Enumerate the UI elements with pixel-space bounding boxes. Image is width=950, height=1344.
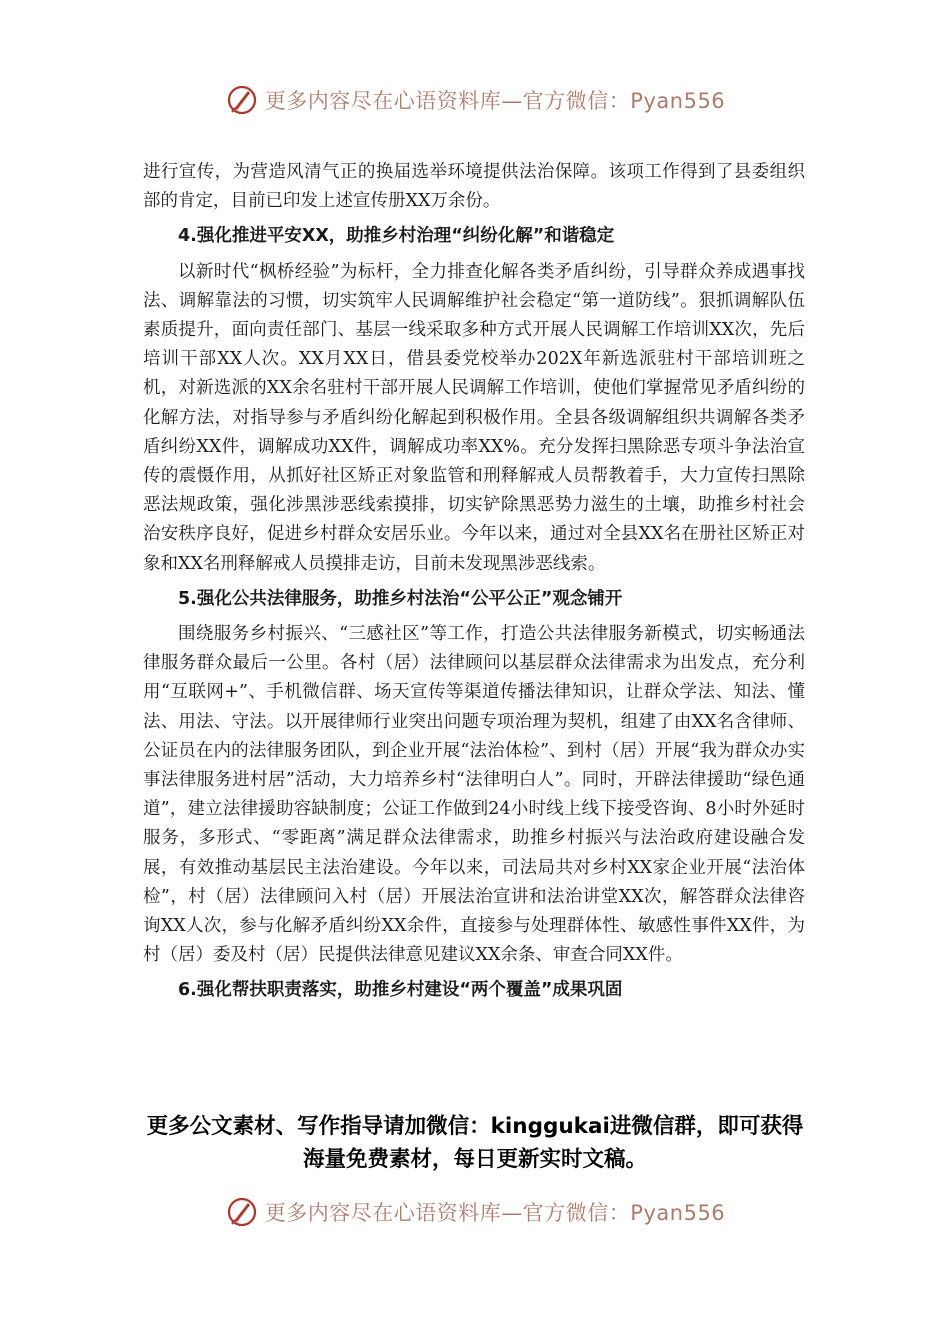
document-body — [143, 158, 805, 1006]
paragraph-section-5: 围绕服务乡村振兴、“三感社区”等工作，打造公共法律服务新模式，切实畅通法律服务群众最后一公里。各村（居）法律顾问以基层群众法律需求为出发点，充分利用“互联网+”、手机微信群、场天宣传等渠道传播法律知识，让群众学法、知法、懂法、用法、守法。以开展律师行业突出问题专项治理为契机，组建了由XX名含律师、公证员在内的法律服务团队，到企业开展“法治体检”、到村（居）开展“我为群众办实事法律服务进村居”活动，大力培养乡村“法律明白人”。同时，开辟法律援助“绿色通道”，建立法律援助容缺制度；公证工作做到24小时线上线下接受咨询、8小时外延时服务，多形式、“零距离”满足群众法律需求，助推乡村振兴与法治政府建设融合发展，有效推动基层民主法治建设。今年以来，司法局共对乡村XX家企业开展“法治体检”，村（居）法律顾问入村（居）开展法治宣讲和法治讲堂XX次，解答群众法律咨询XX人次，参与化解矛盾纠纷XX余件，直接参与处理群体性、敏感性事件XX件，为村（居）委及村（居）民提供法律意见建议XX余条、审查合同XX件。 — [143, 624, 805, 966]
paragraph-continuation: 进行宣传，为营造风清气正的换届选举环境提供法治保障。该项工作得到了县委组织部的肯定，目前已印发上述宣传册XX万余份。 — [143, 162, 805, 212]
promo-text: 更多公文素材、写作指导请加微信：kinggukai进微信群，即可获得海量免费素材，每日更新实时文稿。 — [146, 1114, 804, 1172]
quill-logo-icon — [225, 1195, 259, 1229]
header-banner-text: 更多内容尽在心语资料库—官方微信：Pyan556 — [264, 89, 726, 113]
section-heading-6: 6.强化帮扶职责落实，助推乡村建设“两个覆盖”成果巩固 — [178, 980, 623, 1001]
section-heading-4: 4.强化推进平安XX，助推乡村治理“纠纷化解”和谐稳定 — [178, 226, 615, 247]
section-heading-5: 5.强化公共法律服务，助推乡村法治“公平公正”观念铺开 — [178, 588, 623, 609]
quill-logo-icon — [225, 83, 259, 117]
footer-banner-text: 更多内容尽在心语资料库—官方微信：Pyan556 — [264, 1201, 726, 1225]
header-banner — [0, 80, 950, 120]
paragraph-section-4: 以新时代“枫桥经验”为标杆，全力排查化解各类矛盾纠纷，引导群众养成遇事找法、调解靠法的习惯，切实筑牢人民调解维护社会稳定“第一道防线”。狠抓调解队伍素质提升，面向责任部门、基层一线采取多种方式开展人民调解工作培训XX次，先后培训干部XX人次。XX月XX日，借县委党校举办202X年新选派驻村干部培训班之机，对新选派的XX余名驻村干部开展人民调解工作培训，使他们掌握常见矛盾纠纷的化解方法，对指导参与矛盾纠纷化解起到积极作用。全县各级调解组织共调解各类矛盾纠纷XX件，调解成功XX件，调解成功率XX%。充分发挥扫黑除恶专项斗争法治宣传的震慑作用，从抓好社区矫正对象监管和刑释解戒人员帮教着手，大力宣传扫黑除恶法规政策，强化涉黑涉恶线索摸排，切实铲除黑恶势力滋生的土壤，助推乡村社会治安秩序良好，促进乡村群众安居乐业。今年以来，通过对全县XX名在册社区矫正对象和XX名刑释解戒人员摸排走访，目前未发现黑涉恶线索。 — [143, 261, 805, 574]
footer-banner — [0, 1192, 950, 1232]
